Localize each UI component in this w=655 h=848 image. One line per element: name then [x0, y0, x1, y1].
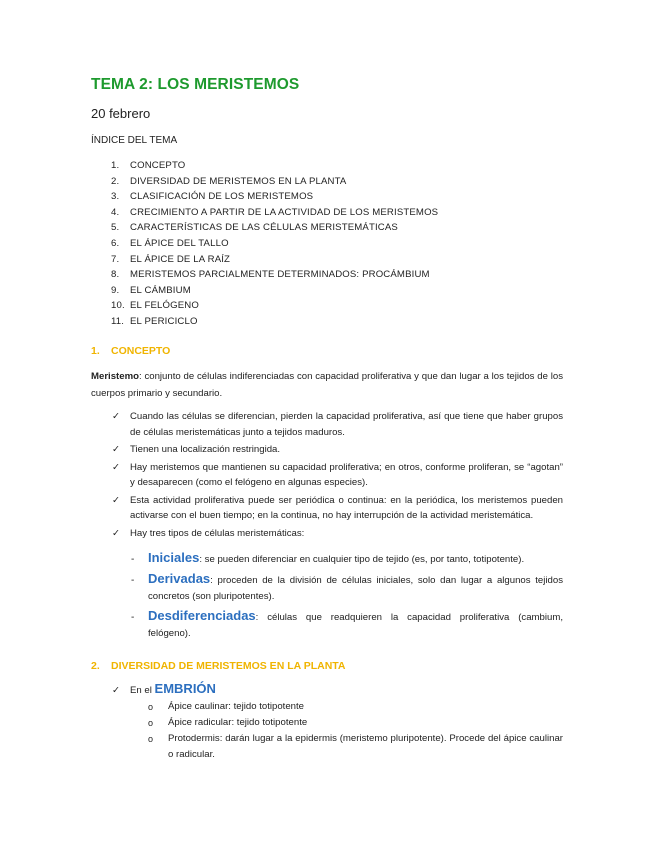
toc-item: 3. CLASIFICACIÓN DE LOS MERISTEMOS: [111, 191, 314, 203]
toc-item: 11. EL PERICICLO: [111, 315, 198, 327]
dash-icon: -: [131, 554, 135, 565]
embrion-list: [148, 699, 563, 763]
definition-term: Meristemo: [91, 371, 139, 382]
check-icon: ✓: [112, 461, 120, 473]
index-title: ÍNDICE DEL TEMA: [91, 135, 178, 146]
cell-type-term: Iniciales: [148, 550, 200, 565]
cell-type-term: Desdiferenciadas: [148, 608, 256, 623]
toc-item: 4. CRECIMIENTO A PARTIR DE LA ACTIVIDAD DE LOS MERISTEMOS: [111, 206, 439, 218]
embrion-term: EMBRIÓN: [154, 681, 216, 696]
dash-icon: -: [131, 612, 135, 623]
toc-item: 10. EL FELÓGENO: [111, 300, 200, 312]
embrion-item: o Protodermis: darán lugar a la epidermis (meristemo pluripotente). Procede del ápice caulinar o radicular.: [148, 733, 563, 760]
page-title: TEMA 2: LOS MERISTEMOS: [91, 76, 300, 93]
section-1-heading: 1. CONCEPTO: [91, 345, 171, 357]
check-item: ✓ Tienen una localización restringida.: [112, 442, 563, 458]
section-2-heading: 2. DIVERSIDAD DE MERISTEMOS EN LA PLANTA: [91, 660, 346, 672]
toc-item: 6. EL ÁPICE DEL TALLO: [111, 237, 229, 249]
toc-item: 1. CONCEPTO: [111, 160, 186, 171]
circle-bullet-icon: o: [148, 734, 154, 744]
date-label: 20 febrero: [91, 106, 151, 121]
table-of-contents: [111, 158, 438, 330]
toc-item: 8. MERISTEMOS PARCIALMENTE DETERMINADOS: PROCÁMBIUM: [111, 269, 430, 281]
check-item: ✓ Hay tres tipos de células meristemáticas:: [112, 526, 563, 542]
check-item: ✓ Cuando las células se diferencian, pierden la capacidad proliferativa, así que tiene que haber grupos de células meristemáticas junto a tejidos maduros.: [112, 411, 563, 438]
cell-type-item: - Desdiferenciadas: células que readquieren la capacidad proliferativa (cambium, felógeno).: [131, 608, 563, 639]
check-icon: ✓: [112, 411, 120, 422]
cell-type-item: - Iniciales: se pueden diferenciar en cualquier tipo de tejido (es, por tanto, totipotente).: [131, 550, 563, 568]
cell-type-item: - Derivadas: proceden de la división de células iniciales, solo dan lugar a algunos tejidos concretos (son pluripotentes).: [131, 571, 563, 602]
meristemo-definition: Meristemo: conjunto de células indiferenciadas con capacidad proliferativa y que dan lugar a los tejidos de los cuerpos primario y secundario.: [91, 371, 563, 399]
cell-types-list: [131, 550, 563, 642]
embrion-item: o Ápice caulinar: tejido totipotente: [148, 699, 563, 715]
check-icon: ✓: [112, 685, 121, 696]
toc-item: 9. EL CÁMBIUM: [111, 284, 191, 296]
check-icon: ✓: [112, 527, 120, 539]
embrion-item: o Ápice radicular: tejido totipotente: [148, 715, 563, 731]
cell-type-term: Derivadas: [148, 571, 211, 586]
toc-item: 7. EL ÁPICE DE LA RAÍZ: [111, 253, 231, 265]
circle-bullet-icon: o: [148, 702, 154, 712]
dash-icon: -: [131, 575, 135, 586]
toc-item: 5. CARACTERÍSTICAS DE LAS CÉLULAS MERISTEMÁTICAS: [111, 222, 398, 234]
concept-checklist: [112, 409, 563, 543]
check-icon: ✓: [112, 444, 120, 455]
check-item: ✓ Esta actividad proliferativa puede ser periódica o continua: en la periódica, los meristemos pueden activarse con el buen tiempo; en la continua, no hay interrupción de la actividad meristemática.: [112, 494, 563, 521]
embrion-lead: ✓ En el EMBRIÓN: [112, 681, 216, 696]
circle-bullet-icon: o: [148, 718, 154, 728]
check-icon: ✓: [112, 494, 120, 506]
toc-item: 2. DIVERSIDAD DE MERISTEMOS EN LA PLANTA: [111, 175, 347, 187]
check-item: ✓ Hay meristemos que mantienen su capacidad proliferativa; en otros, conforme proliferan, se “agotan” y desaparecen (como el felógeno en algunas especies).: [112, 461, 563, 488]
